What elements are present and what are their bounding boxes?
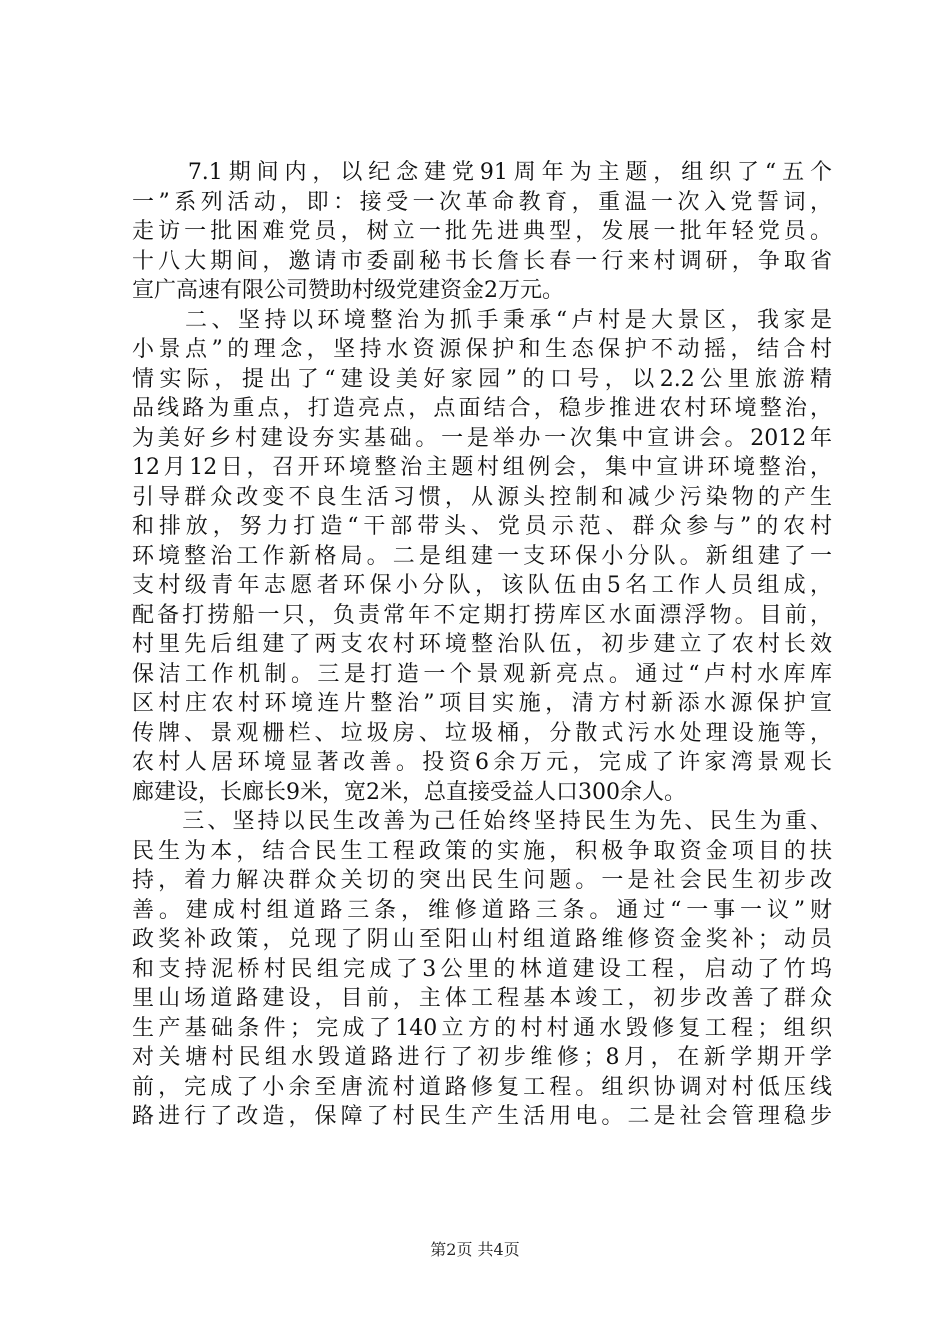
- text-line: 引导群众改变不良生活习惯，从源头控制和减少污染物的产生: [132, 484, 832, 510]
- text-line: 十八大期间，邀请市委副秘书长詹长春一行来村调研，争取省: [132, 248, 832, 274]
- text-line: 三、坚持以民生改善为己任始终坚持民生为先、民生为重、: [132, 809, 832, 834]
- text-line: 廊建设，长廊长9米，宽2米，总直接受益人口300余人。: [132, 779, 686, 805]
- text-line: 政奖补政策，兑现了阴山至阳山村组道路维修资金奖补；动员: [132, 927, 832, 952]
- text-line: 支村级青年志愿者环保小分队，该队伍由5名工作人员组成，: [132, 573, 832, 598]
- text-line: 村里先后组建了两支农村环境整治队伍，初步建立了农村长效: [132, 632, 832, 657]
- text-line: 区村庄农村环境连片整治”项目实施，清方村新添水源保护宣: [132, 691, 832, 716]
- text-line: 和排放，努力打造“干部带头、党员示范、群众参与”的农村: [132, 514, 832, 539]
- text-line: 二、坚持以环境整治为抓手秉承“卢村是大景区，我家是: [132, 307, 832, 333]
- text-line: 善。建成村组道路三条，维修道路三条。通过“一事一议”财: [132, 897, 832, 923]
- text-line: 农村人居环境显著改善。投资6余万元，完成了许家湾景观长: [132, 750, 832, 775]
- text-line: 12月12日，召开环境整治主题村组例会，集中宣讲环境整治，: [132, 455, 832, 480]
- text-line: 对关塘村民组水毁道路进行了初步维修；8月，在新学期开学: [132, 1045, 832, 1070]
- text-line: 生产基础条件；完成了140立方的村村通水毁修复工程；组织: [132, 1015, 832, 1041]
- body-text: [132, 158, 832, 1132]
- text-line: 宣广高速有限公司赞助村级党建资金2万元。: [132, 278, 564, 303]
- text-line: 路进行了改造，保障了村民生产生活用电。二是社会管理稳步: [132, 1104, 832, 1129]
- text-line: 民生为本，结合民生工程政策的实施，积极争取资金项目的扶: [132, 838, 832, 864]
- text-line: 一”系列活动，即：接受一次革命教育，重温一次入党誓词，: [132, 189, 832, 215]
- text-line: 保洁工作机制。三是打造一个景观新亮点。通过“卢村水库库: [132, 661, 832, 687]
- text-line: 环境整治工作新格局。二是组建一支环保小分队。新组建了一: [132, 543, 832, 569]
- text-line: 持，着力解决群众关切的突出民生问题。一是社会民生初步改: [132, 868, 832, 893]
- text-line: 传牌、景观栅栏、垃圾房、垃圾桶，分散式污水处理设施等，: [132, 720, 832, 746]
- page-footer: 第2页 共4页: [430, 1240, 520, 1259]
- text-line: 情实际，提出了“建设美好家园”的口号，以2.2公里旅游精: [132, 366, 832, 392]
- text-line: 品线路为重点，打造亮点，点面结合，稳步推进农村环境整治，: [132, 396, 832, 421]
- text-line: 走访一批困难党员，树立一批先进典型，发展一批年轻党员。: [132, 219, 832, 244]
- text-line: 配备打捞船一只，负责常年不定期打捞库区水面漂浮物。目前，: [132, 602, 832, 628]
- text-line: 里山场道路建设，目前，主体工程基本竣工，初步改善了群众: [132, 986, 832, 1011]
- text-line: 前，完成了小余至唐流村道路修复工程。组织协调对村低压线: [132, 1074, 832, 1100]
- text-line: 7.1期间内，以纪念建党91周年为主题，组织了“五个: [132, 160, 832, 185]
- text-line: 为美好乡村建设夯实基础。一是举办一次集中宣讲会。2012年: [132, 425, 832, 451]
- text-line: 和支持泥桥村民组完成了3公里的林道建设工程，启动了竹坞: [132, 956, 832, 982]
- text-line: 小景点”的理念，坚持水资源保护和生态保护不动摇，结合村: [132, 337, 832, 362]
